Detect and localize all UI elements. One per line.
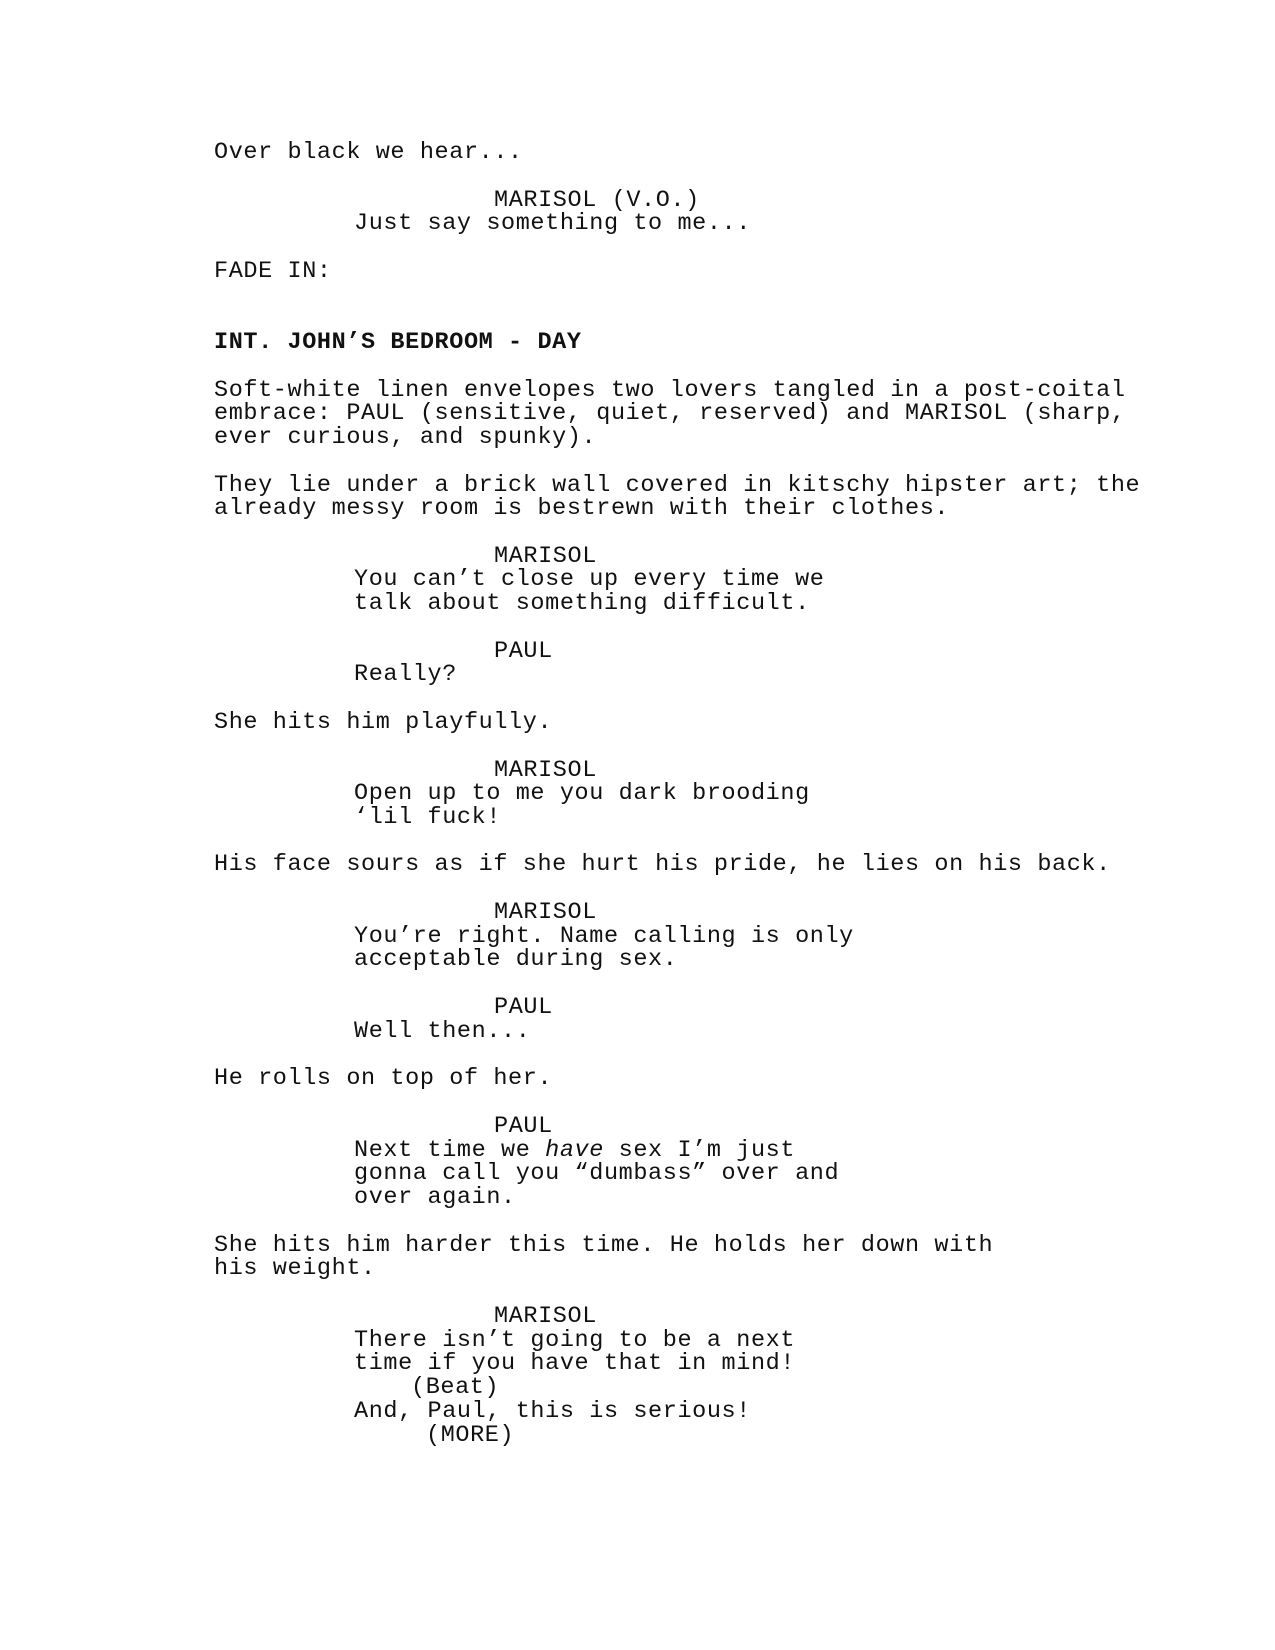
transition: FADE IN: — [214, 258, 332, 285]
action-line: He rolls on top of her. — [214, 1065, 553, 1092]
dialogue-line: Open up to me you dark brooding — [354, 780, 810, 807]
dialogue-text: sex I’m just — [603, 1137, 796, 1164]
character-cue: PAUL — [494, 994, 553, 1021]
action-line: They lie under a brick wall covered in kitschy hipster art; the — [214, 472, 1141, 499]
action-line: She hits him harder this time. He holds her down with — [214, 1232, 994, 1259]
action-line: His face sours as if she hurt his pride, he lies on his back. — [214, 851, 1111, 878]
character-cue: MARISOL — [494, 757, 597, 784]
dialogue-line: talk about something difficult. — [354, 590, 810, 617]
action-line: She hits him playfully. — [214, 709, 553, 736]
dialogue-line: ‘lil fuck! — [354, 804, 502, 831]
parenthetical: (Beat) — [411, 1374, 500, 1401]
dialogue-line: Really? — [354, 661, 457, 688]
dialogue-line: gonna call you “dumbass” over and — [354, 1160, 840, 1187]
dialogue-line: time if you have that in mind! — [354, 1350, 796, 1377]
action-line: his weight. — [214, 1255, 376, 1282]
dialogue-line: There isn’t going to be a next — [354, 1327, 796, 1354]
character-cue: PAUL — [494, 1113, 553, 1140]
character-cue: MARISOL — [494, 1303, 597, 1330]
emphasis-text: have — [545, 1137, 604, 1164]
dialogue-line: over again. — [354, 1184, 516, 1211]
dialogue-line: You can’t close up every time we — [354, 566, 825, 593]
dialogue-line: And, Paul, this is serious! — [354, 1398, 751, 1425]
dialogue-line: Well then... — [354, 1018, 531, 1045]
character-cue: MARISOL — [494, 543, 597, 570]
action-line: ever curious, and spunky). — [214, 424, 597, 451]
character-cue: MARISOL — [494, 899, 597, 926]
character-cue: PAUL — [494, 638, 553, 665]
dialogue-line: You’re right. Name calling is only — [354, 923, 854, 950]
dialogue-line: acceptable during sex. — [354, 946, 678, 973]
action-line: Soft-white linen envelopes two lovers tangled in a post-coital — [214, 377, 1126, 404]
character-cue: MARISOL (V.O.) — [494, 187, 700, 214]
dialogue-text: Next time we — [354, 1137, 546, 1164]
action-line: already messy room is bestrewn with their clothes. — [214, 495, 950, 522]
dialogue-line: Just say something to me... — [354, 210, 751, 237]
action-line: Over black we hear... — [214, 139, 523, 166]
more-marker: (MORE) — [426, 1422, 515, 1449]
action-line: embrace: PAUL (sensitive, quiet, reserved) and MARISOL (sharp, — [214, 400, 1126, 427]
scene-heading: INT. JOHN’S BEDROOM - DAY — [214, 329, 582, 356]
